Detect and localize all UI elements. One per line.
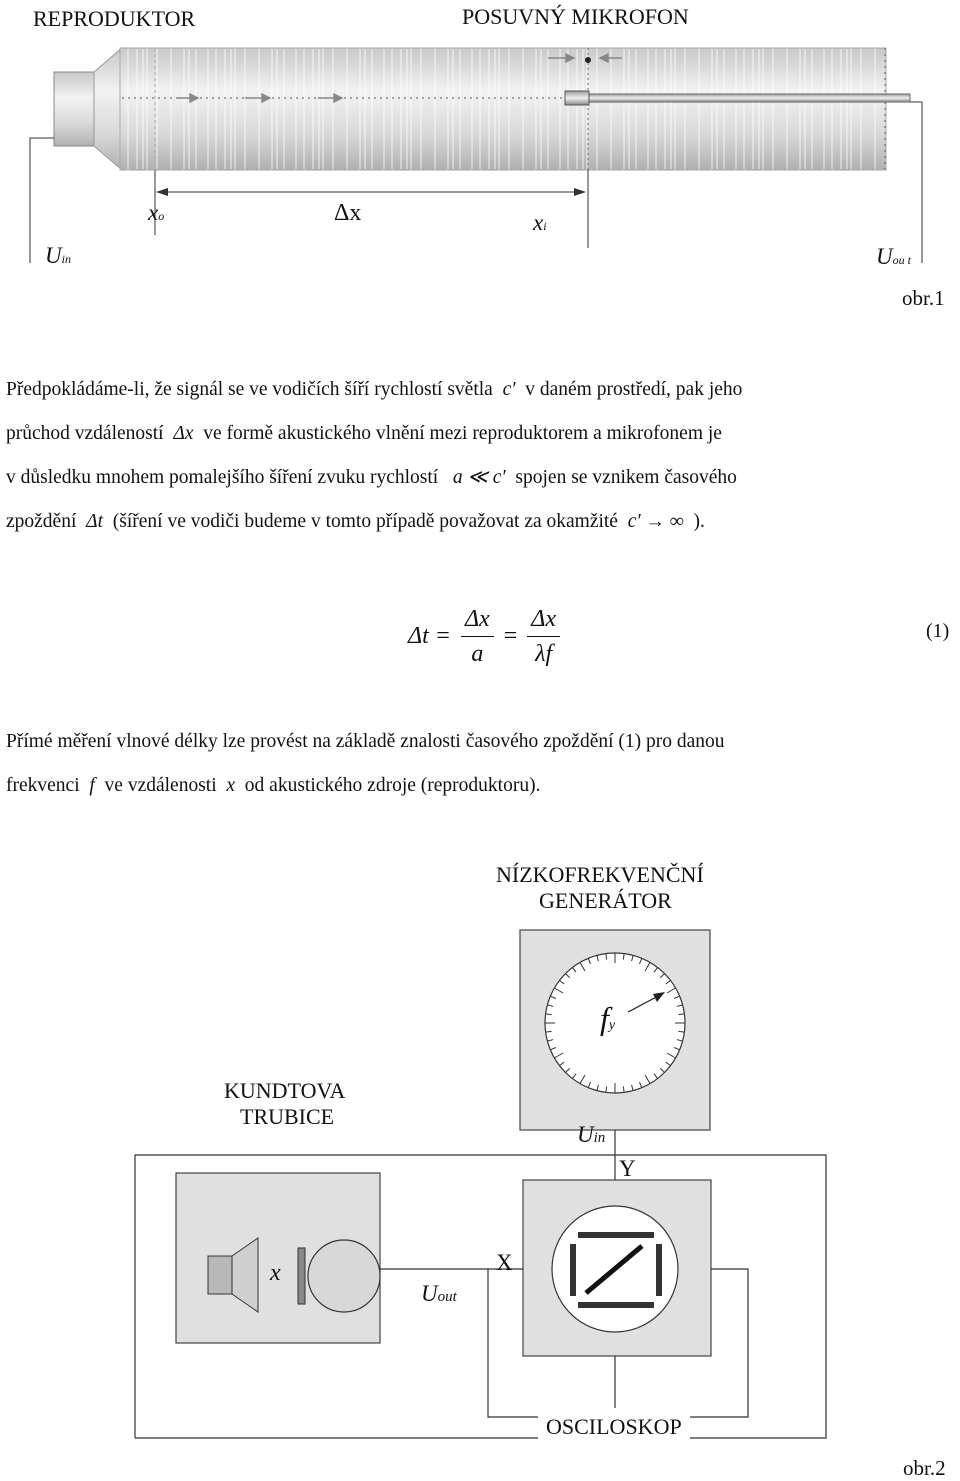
wire-uout	[910, 102, 922, 263]
speaker-body	[208, 1256, 232, 1294]
tube-title-line2: TRUBICE	[240, 1104, 335, 1129]
delta-x-arrowhead-left	[156, 188, 168, 196]
tube-title-line1: KUNDTOVA	[224, 1078, 346, 1103]
figure2-caption: obr.2	[903, 1456, 946, 1480]
equation-body: Δt = $\frac{\Delta x}{a}$ = $\frac{\Delta x}{\lambda f}$	[408, 602, 566, 671]
microphone-label: POSUVNÝ MIKROFON	[462, 4, 689, 29]
paragraph-1	[6, 368, 956, 544]
generator-uin-label: Uin	[577, 1122, 606, 1147]
microphone-head	[565, 91, 589, 105]
tube-uout-label: Uout	[421, 1281, 457, 1306]
microphone-plate	[298, 1248, 305, 1304]
x-input-label: X	[496, 1250, 513, 1275]
oscilloscope-label: OSCILOSKOP	[546, 1414, 682, 1439]
para2-line2: frekvenci f ve vzdálenosti x od akustického zdroje (reproduktoru).	[6, 775, 541, 796]
speaker-cup	[54, 72, 96, 146]
equation-fraction-2: $\frac{\Delta x}{\lambda f}$	[527, 602, 560, 671]
kundt-tube-diagram	[0, 30, 960, 270]
equation-number: (1)	[926, 620, 950, 642]
para1-line1: Předpokládáme-li, že signál se ve vodičích šíří rychlostí světla c′ v daném prostředí, pak jeho	[6, 379, 743, 400]
microphone-sphere	[308, 1240, 380, 1312]
delta-x-arrowhead-right	[574, 188, 586, 196]
generator-title-line2: GENERÁTOR	[539, 888, 672, 913]
para2-line1: Přímé měření vlnové délky lze provést na základě znalosti časového zpoždění (1) pro danou	[6, 731, 725, 752]
para1-line4: zpoždění Δt (šíření ve vodiči budeme v tomto případě považovat za okamžité c′ → ∞ ).	[6, 511, 705, 532]
equation-1	[0, 596, 960, 676]
generator-title-line1: NÍZKOFREKVENČNÍ	[496, 862, 704, 887]
uin-label: Uin	[45, 243, 71, 268]
x0-label: xo	[148, 200, 165, 225]
y-input-label: Y	[619, 1156, 636, 1181]
figure1-caption: obr.1	[902, 286, 945, 310]
xi-label: xi	[533, 210, 547, 235]
speaker-label: REPRODUKTOR	[33, 6, 196, 31]
paragraph-2	[6, 720, 956, 808]
uout-label: Uou t	[876, 244, 911, 269]
equation-fraction-1: $\frac{\Delta x}{a}$	[461, 602, 494, 671]
microphone-marker-dot	[585, 57, 591, 63]
delta-x-label: Δx	[334, 200, 362, 226]
tube-x-label: x	[270, 1260, 281, 1286]
dial-label: fy	[600, 1000, 616, 1036]
speaker-horn	[94, 48, 122, 170]
para1-line2: průchod vzdáleností Δx ve formě akustického vlnění mezi reproduktorem a mikrofonem je	[6, 423, 722, 444]
para1-line3: v důsledku mnohem pomalejšího šíření zvuku rychlostí a ≪ c′ spojen se vznikem časového	[6, 467, 737, 488]
microphone-rod	[588, 94, 910, 102]
measurement-setup-diagram	[0, 920, 960, 1480]
